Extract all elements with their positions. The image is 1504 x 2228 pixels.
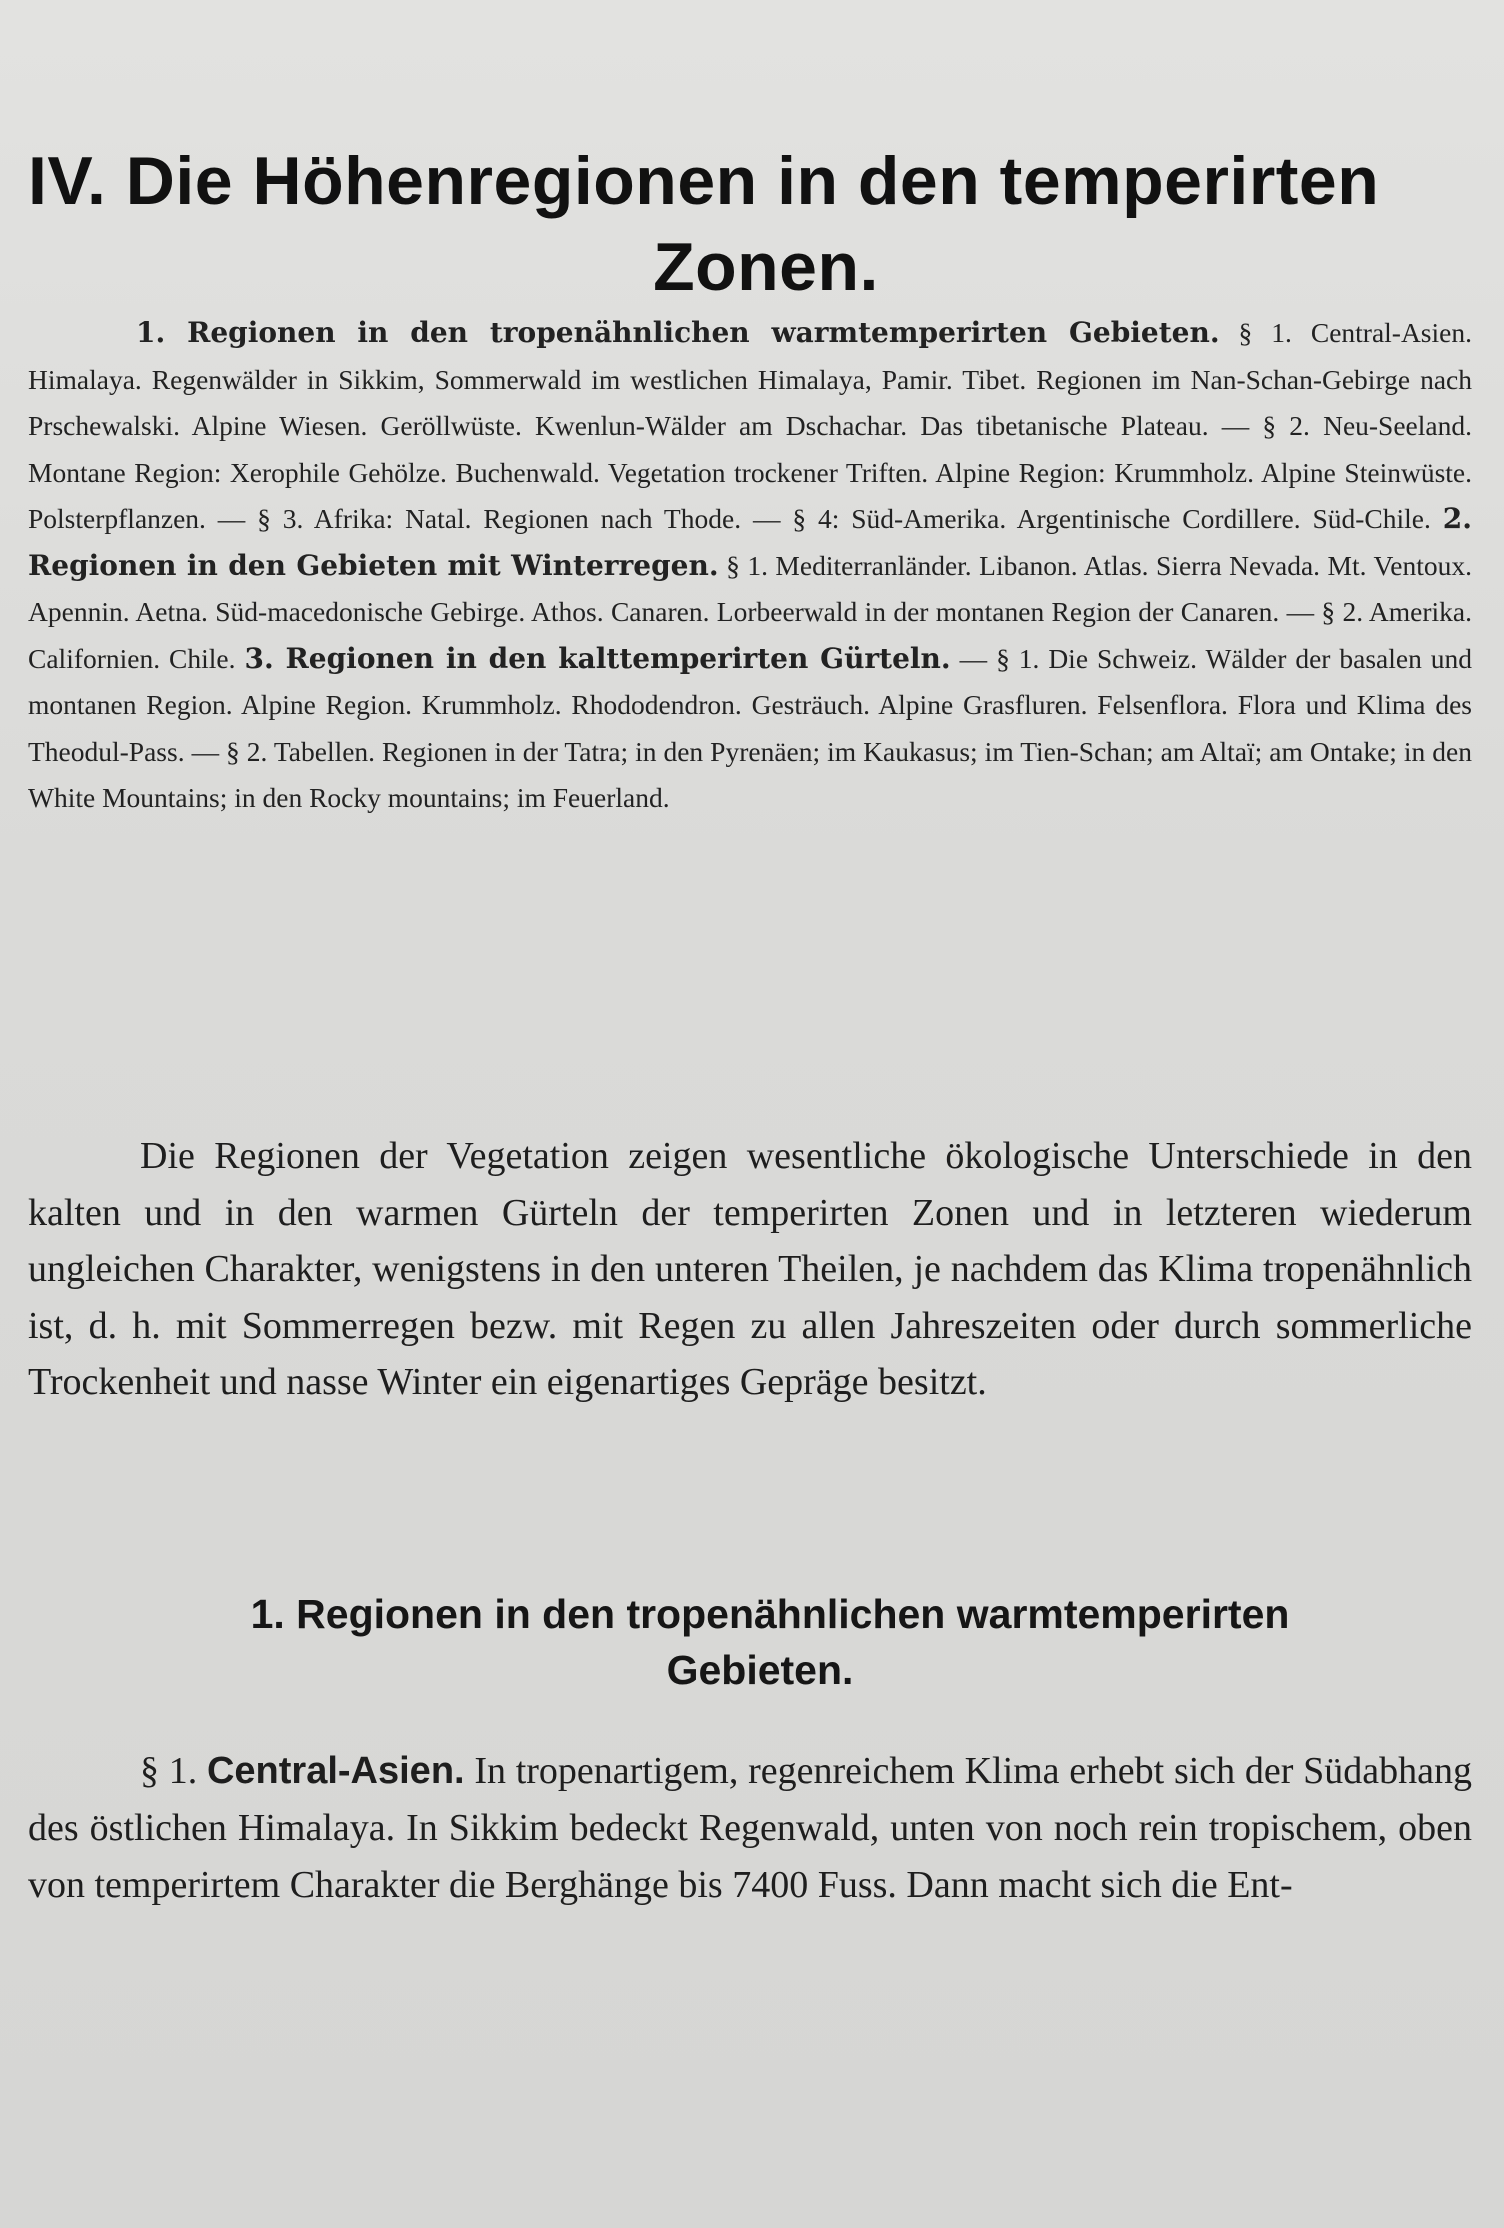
section-title	[28, 1586, 1472, 1698]
section-title-line2: Gebieten.	[666, 1647, 854, 1694]
chapter-title	[28, 138, 1464, 310]
summary-part3-heading: 3. Regionen in den kalttemperirten Gürteln.	[244, 641, 951, 675]
section1-paragraph	[28, 1743, 1472, 1914]
summary-part3-text: — § 1. Die Schweiz. Wälder der basalen und montanen Region. Alpine Region. Krummholz. Rhododendron. Gesträuch. Alpine Grasfluren. Felsenflora. Flora und Klima des Theodul-Pass. — § 2. Tabellen. Regionen in der Tatra; in den Pyrenäen; im Kaukasus; im Tien-Schan; am Altaï; am Ontake; in den White Mountains; in den Rocky mountains; im Feuerland.	[28, 642, 1473, 813]
section-label: Central-Asien.	[206, 1750, 465, 1792]
section-title-line1: 1. Regionen in den tropenähnlichen warmtemperirten	[250, 1591, 1290, 1638]
summary-part2-text: § 1. Mediterranländer. Libanon. Atlas. Sierra Nevada. Mt. Ventoux. Apennin. Aetna. Süd-macedonische Gebirge. Athos. Canaren. Lorbeerwald in der montanen Region der Canaren. — § 2. Amerika. Californien. Chile.	[28, 549, 1473, 674]
summary-part2-heading: 2. Regionen in den Gebieten mit Winterregen.	[28, 502, 1472, 582]
chapter-summary	[28, 310, 1472, 822]
summary-part1-heading: 1. Regionen in den tropenähnlichen warmtemperirten Gebieten.	[136, 316, 1220, 349]
chapter-title-line1: IV. Die Höhenregionen in den temperirten	[28, 142, 1380, 219]
section1-text: In tropenartigem, regenreichem Klima erhebt sich der Südabhang des östlichen Himalaya. In Sikkim bedeckt Regenwald, unten von noch rein tropischem, oben von temperirtem Charakter die Berghänge bis 7400 Fuss. Dann macht sich die Ent-	[28, 1750, 1473, 1906]
summary-part1-text: § 1. Central-Asien. Himalaya. Regenwälder in Sikkim, Sommerwald im westlichen Himalaya, Pamir. Tibet. Regionen im Nan-Schan-Gebirge nach Prschewalski. Alpine Wiesen. Geröllwüste. Kwenlun-Wälder am Dschachar. Das tibetanische Plateau. — § 2. Neu-Seeland. Montane Region: Xerophile Gehölze. Buchenwald. Vegetation trockener Triften. Alpine Region: Krummholz. Alpine Steinwüste. Polsterpflanzen. — § 3. Afrika: Natal. Regionen nach Thode. — § 4: Süd-Amerika. Argentinische Cordillere. Süd-Chile.	[28, 317, 1472, 534]
chapter-title-line2: Zonen.	[653, 228, 879, 305]
section-marker: § 1.	[140, 1750, 198, 1792]
intro-paragraph: Die Regionen der Vegetation zeigen wesentliche ökologische Unterschiede in den kalten und in den warmen Gürteln der temperirten Zonen und in letzteren wiederum ungleichen Charakter, wenigstens in den unteren Theilen, je nachdem das Klima tropenähnlich ist, d. h. mit Sommerregen bezw. mit Regen zu allen Jahreszeiten oder durch sommerliche Trockenheit und nasse Winter ein eigenartiges Gepräge besitzt.	[28, 1135, 1472, 1403]
